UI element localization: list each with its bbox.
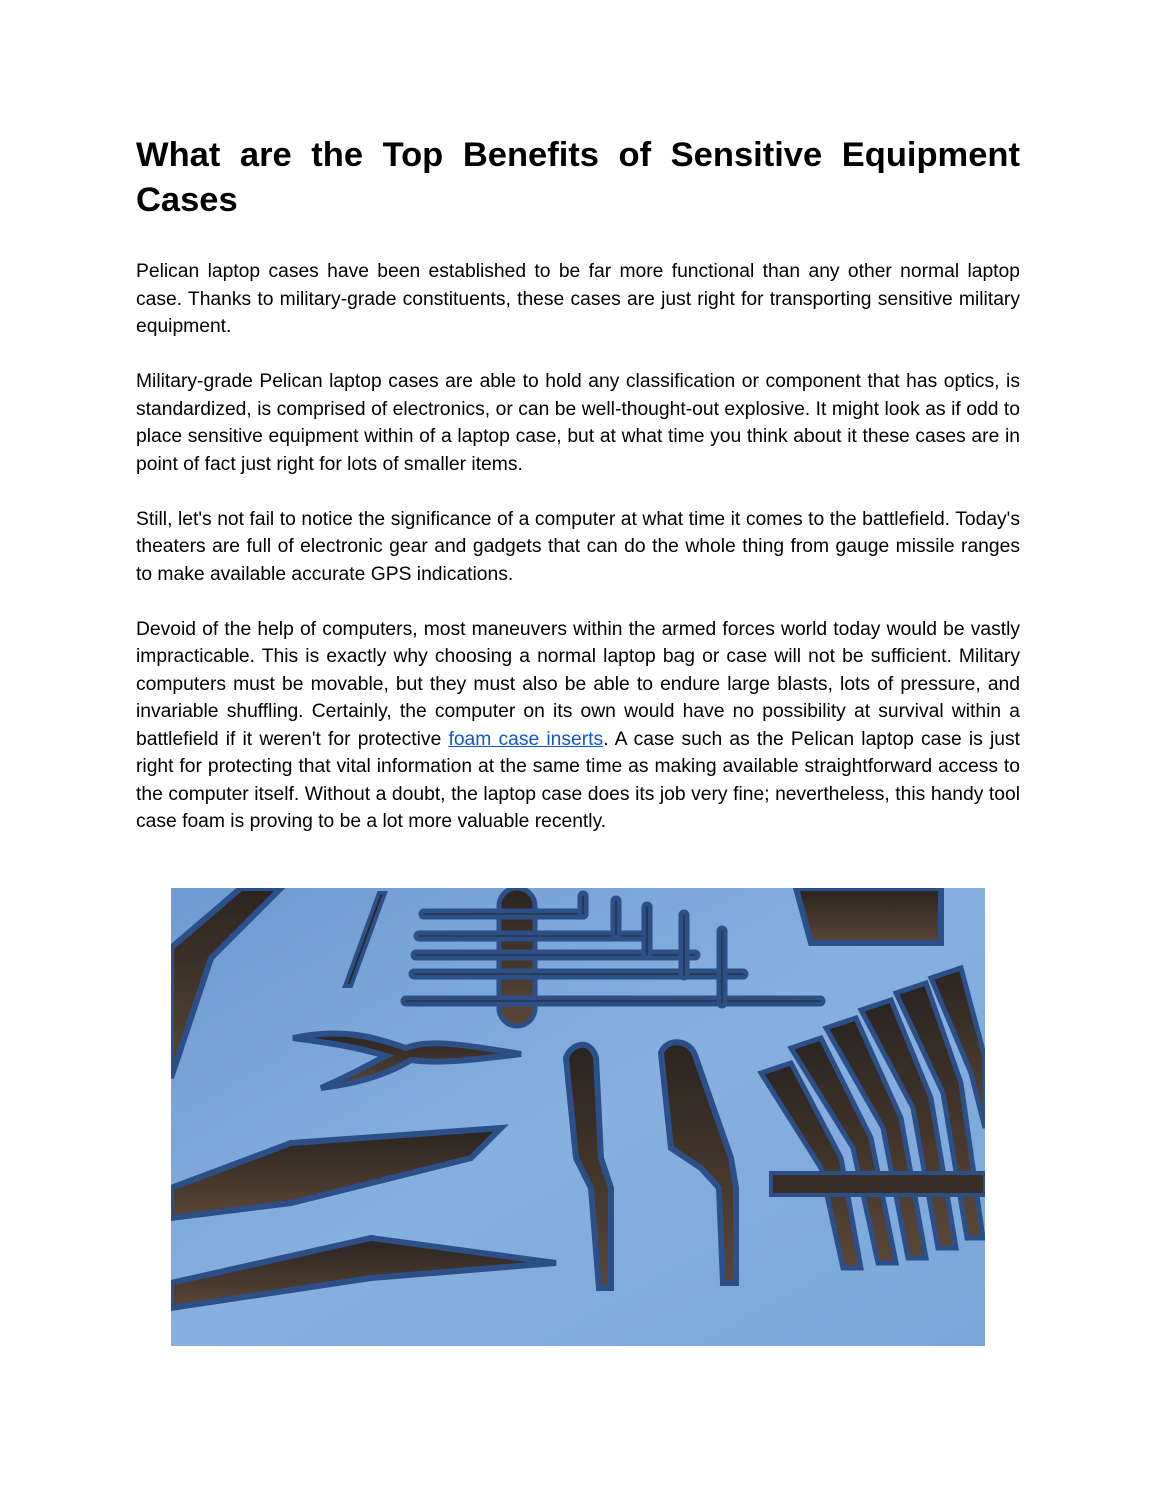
paragraph-4 <box>136 616 1020 836</box>
paragraph-2: Military-grade Pelican laptop cases are able to hold any classification or component that has optics, is standardized, is comprised of electronics, or can be well-thought-out explosive. It might look as if odd to place sensitive equipment within of a laptop case, but at what time you think about it these cases are in point of fact just right for lots of smaller items. <box>136 371 1020 475</box>
horizontal-cut-cavity <box>771 1173 985 1195</box>
top-right-box-cavity <box>796 888 941 943</box>
document-page <box>136 133 1020 836</box>
article-title: What are the Top Benefits of Sensitive Equipment Cases <box>136 136 1020 219</box>
foam-insert-illustration <box>171 888 985 1346</box>
tool-foam-insert-photo <box>171 888 985 1346</box>
paragraph-1: Pelican laptop cases have been established to be far more functional than any other normal laptop case. Thanks to military-grade constituents, these cases are just right for transporting sensitive military equipment. <box>136 261 1020 337</box>
paragraph-3: Still, let's not fail to notice the significance of a computer at what time it comes to the battlefield. Today's theaters are full of electronic gear and gadgets that can do the whole thing from gauge missile ranges to make available accurate GPS indications. <box>136 508 1020 585</box>
foam-case-inserts-link[interactable]: foam case inserts <box>448 728 604 750</box>
paragraph-4-text-after-link: . A case such as the Pelican laptop case is just right for protecting that vital information at the same time as making available straightforward access to the computer itself. Without a doubt, the laptop case does its job very fine; nevertheless, this handy tool case foam is proving to be a lot more valuable recently. <box>136 728 1020 832</box>
paragraph-4-text-before-link: Devoid of the help of computers, most maneuvers within the armed forces world today would be vastly impracticable. This is exactly why choosing a normal laptop bag or case will not be sufficient. Military computers must be movable, but they must also be able to endure large blasts, lots of pressure, and invariable shuffling. Certainly, the computer on its own would have no possibility at survival within a battlefield if it weren't for protective <box>136 618 1020 750</box>
